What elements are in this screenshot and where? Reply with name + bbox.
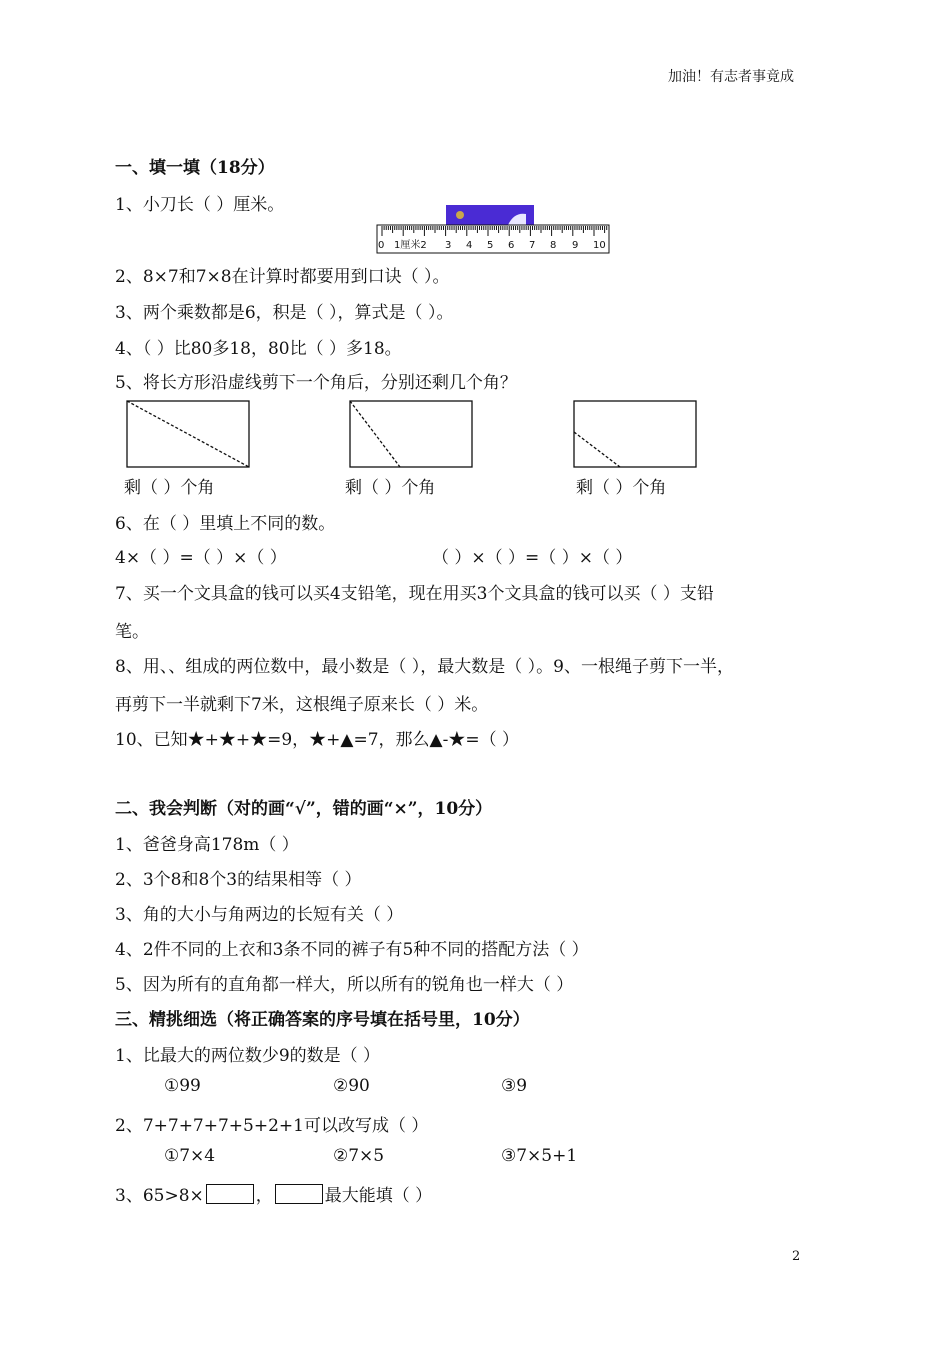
choice-3-suffix: 最大能填（ ） (324, 1186, 433, 1206)
choice-2-option-3: ③7×5+1 (501, 1146, 578, 1166)
ruler-label: 3 (445, 240, 452, 251)
judge-item-5: 5、因为所有的直角都一样大，所以所有的锐角也一样大（ ） (115, 975, 574, 995)
question-1-7-line-2: 笔。 (115, 622, 149, 642)
rectangle-2-answer: 剩（ ）个角 (345, 478, 436, 498)
rectangle-3-answer: 剩（ ）个角 (576, 478, 667, 498)
ruler-label: 0 (378, 240, 385, 251)
ruler-label: 10 (593, 240, 606, 251)
question-1-7-line-1: 7、买一个文具盒的钱可以买4支铅笔，现在用买3个文具盒的钱可以买（ ）支铅 (115, 584, 714, 604)
question-1-4: 4、（ ）比80多18，80比（ ）多18。 (115, 339, 402, 359)
judge-item-2: 2、3个8和8个3的结果相等（ ） (115, 870, 362, 890)
question-1-6: 6、在（ ）里填上不同的数。 (115, 514, 336, 534)
question-1-8-line-1: 8、用、、组成的两位数中，最小数是（ ），最大数是（ ）。9、一根绳子剪下一半， (115, 657, 734, 677)
question-1-1: 1、小刀长（ ）厘米。 (115, 195, 285, 215)
header-motto: 加油！有志者事竟成 (668, 69, 794, 85)
question-1-6-equation-2: （ ）×（ ）=（ ）×（ ） (432, 548, 633, 568)
judge-item-3: 3、角的大小与角两边的长短有关（ ） (115, 905, 404, 925)
question-1-8-line-2: 再剪下一半就剩下7米，这根绳子原来长（ ）米。 (115, 695, 489, 715)
ruler-label: 7 (529, 240, 536, 251)
choice-3-comma: ， (255, 1186, 273, 1206)
choice-1-option-3: ③9 (501, 1076, 528, 1096)
choice-3-prefix: 3、65>8× (115, 1186, 204, 1206)
answer-box[interactable] (275, 1184, 323, 1204)
choice-question-1: 1、比最大的两位数少9的数是（ ） (115, 1046, 381, 1066)
choice-1-option-2: ②90 (333, 1076, 370, 1096)
judge-item-1: 1、爸爸身高178m（ ） (115, 835, 299, 855)
rectangle-figure-3 (573, 400, 699, 470)
rectangle-figure-1 (126, 400, 252, 470)
ruler-knife-figure (376, 204, 612, 256)
ruler-label: 5 (487, 240, 494, 251)
choice-question-3 (115, 1181, 432, 1206)
rectangle-figure-2 (349, 400, 475, 470)
ruler-label: 6 (508, 240, 515, 251)
section-1-title: 一、填一填（18分） (115, 158, 275, 178)
question-1-2: 2、8×7和7×8在计算时都要用到口诀（ ）。 (115, 267, 450, 287)
ruler-label: 9 (572, 240, 579, 251)
question-1-3: 3、两个乘数都是6，积是（ ），算式是（ ）。 (115, 303, 454, 323)
question-1-5: 5、将长方形沿虚线剪下一个角后，分别还剩几个角？ (115, 373, 517, 393)
answer-box[interactable] (206, 1184, 254, 1204)
ruler-label: 8 (550, 240, 557, 251)
question-1-6-equation-1: 4×（ ）=（ ）×（ ） (115, 548, 287, 568)
choice-1-option-1: ①99 (164, 1076, 201, 1096)
rectangle-1-answer: 剩（ ）个角 (124, 478, 215, 498)
question-1-10: 10、已知★+★+★=9，★+▲=7，那么▲-★=（ ） (115, 730, 520, 750)
choice-question-2: 2、7+7+7+7+5+2+1可以改写成（ ） (115, 1116, 429, 1136)
section-3-title: 三、精挑细选（将正确答案的序号填在括号里，10分） (115, 1010, 530, 1030)
ruler-label: 4 (466, 240, 473, 251)
page-number: 2 (792, 1249, 801, 1264)
choice-2-option-1: ①7×4 (164, 1146, 216, 1166)
knife-rivet (456, 211, 464, 219)
ruler-label: 1厘米2 (394, 240, 427, 251)
judge-item-4: 4、2件不同的上衣和3条不同的裤子有5种不同的搭配方法（ ） (115, 940, 589, 960)
section-2-title: 二、我会判断（对的画“√”，错的画“×”，10分） (115, 799, 493, 819)
choice-2-option-2: ②7×5 (333, 1146, 385, 1166)
